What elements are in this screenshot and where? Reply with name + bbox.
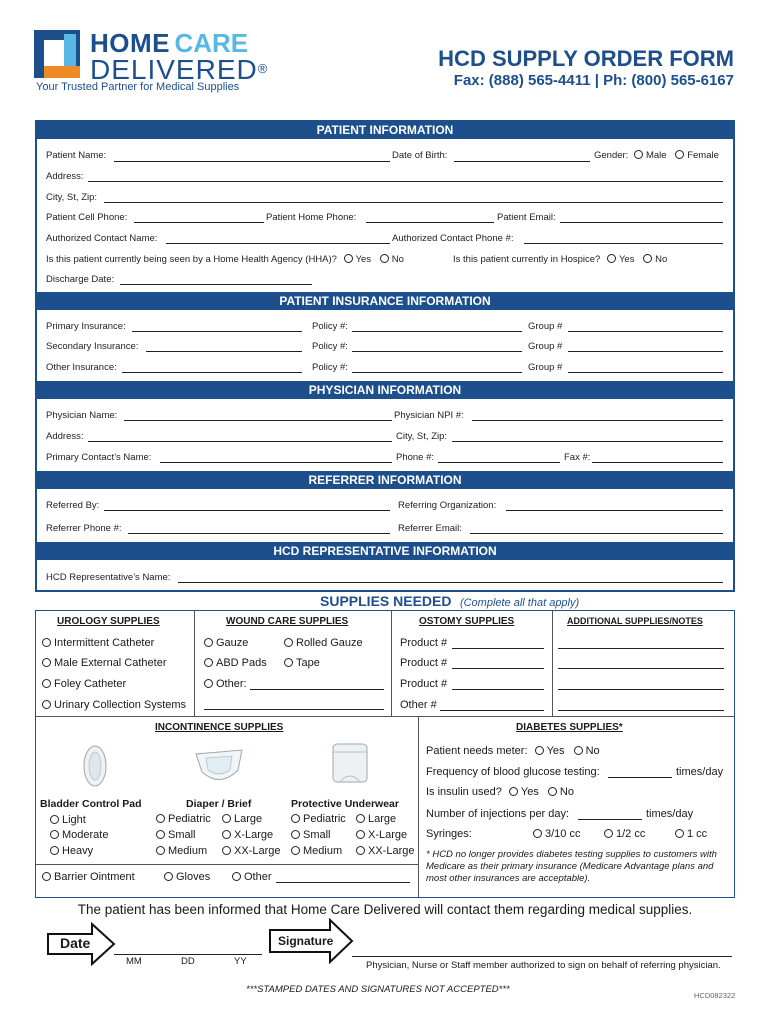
product-3-field[interactable] [452, 689, 544, 690]
ostomy-other-field[interactable] [440, 710, 544, 711]
label-rep-name: HCD Representative’s Name: [46, 572, 171, 583]
underwear-heading: Protective Underwear [291, 798, 399, 810]
npi-field[interactable] [472, 420, 723, 421]
contact-line: Fax: (888) 565-4411 | Ph: (800) 565-6167 [453, 72, 734, 89]
incont-other-radio[interactable] [232, 872, 241, 881]
email-field[interactable] [560, 222, 723, 223]
label-physician-name: Physician Name: [46, 410, 118, 421]
uw-small-radio[interactable] [291, 830, 300, 839]
brand-registered: ® [257, 61, 268, 76]
label-group-1: Group # [528, 321, 563, 332]
policy-2-field[interactable] [352, 351, 522, 352]
uw-pediatric-radio[interactable] [291, 814, 300, 823]
label-barrier: Barrier Ointment [54, 871, 135, 883]
uw-medium-radio[interactable] [291, 846, 300, 855]
bladder-pad-icon [78, 744, 112, 788]
section-patient: PATIENT INFORMATION [35, 121, 735, 139]
notes-line-3[interactable] [558, 689, 724, 690]
policy-3-field[interactable] [352, 372, 522, 373]
underwear-icon [330, 740, 370, 786]
label-group-3: Group # [528, 362, 563, 373]
label-physician-city: City, St, Zip: [396, 431, 448, 442]
physician-name-field[interactable] [124, 420, 392, 421]
label-diaper-xlarge: X-Large [234, 829, 274, 841]
logo-mark-icon [34, 30, 80, 78]
label-male: Male [645, 150, 667, 161]
label-patient-name: Patient Name: [46, 150, 107, 161]
label-diaper-xxlarge: XX-Large [234, 845, 281, 857]
product-2-field[interactable] [452, 668, 544, 669]
label-dd: DD [181, 956, 195, 967]
hospice-question: Is this patient currently in Hospice? [453, 254, 601, 265]
label-referred-by: Referred By: [46, 500, 100, 511]
group-3-field[interactable] [568, 372, 723, 373]
label-hha-yes: Yes [355, 254, 372, 265]
diaper-large-radio[interactable] [222, 814, 231, 823]
label-address: Address: [46, 171, 84, 182]
sign-note: Physician, Nurse or Staff member authorized to sign on behalf of referring physician. [366, 960, 721, 971]
intermittent-radio[interactable] [42, 638, 51, 647]
informed-statement: The patient has been informed that Home Care Delivered will contact them regarding medical supplies. [77, 902, 693, 917]
wound-heading: WOUND CARE SUPPLIES [226, 616, 349, 627]
meter-no-radio[interactable] [574, 746, 583, 755]
label-hospice-no: No [655, 254, 668, 265]
diaper-image [192, 744, 246, 793]
label-discharge: Discharge Date: [46, 274, 115, 285]
label-primary-contact: Primary Contact’s Name: [46, 452, 152, 463]
tape-radio[interactable] [284, 658, 293, 667]
label-auth-contact: Authorized Contact Name: [46, 233, 158, 244]
incontinence-heading: INCONTINENCE SUPPLIES [155, 722, 284, 733]
label-frequency: Frequency of blood glucose testing: [426, 766, 600, 778]
label-product-3: Product # [400, 678, 448, 690]
label-injections: Number of injections per day: [426, 808, 570, 820]
ostomy-heading: OSTOMY SUPPLIES [419, 616, 515, 627]
label-referrer-email: Referrer Email: [398, 523, 462, 534]
label-physician-fax: Fax #: [564, 452, 591, 463]
label-cell: Patient Cell Phone: [46, 212, 128, 223]
wound-other-field-2[interactable] [204, 709, 384, 710]
auth-phone-field[interactable] [524, 243, 723, 244]
label-diaper-large: Large [234, 813, 263, 825]
insulin-no-radio[interactable] [548, 787, 557, 796]
brand-home: HOME [90, 28, 170, 58]
physician-phone-field[interactable] [438, 462, 560, 463]
physician-city-field[interactable] [452, 441, 723, 442]
label-npi: Physician NPI #: [394, 410, 464, 421]
label-policy-3: Policy #: [312, 362, 348, 373]
uw-xlarge-radio[interactable] [356, 830, 365, 839]
group-2-field[interactable] [568, 351, 723, 352]
light-radio[interactable] [50, 815, 59, 824]
label-product-1: Product # [400, 637, 448, 649]
label-secondary-ins: Secondary Insurance: [46, 341, 139, 352]
rolled-gauze-radio[interactable] [284, 638, 293, 647]
gender-female-radio[interactable] [675, 150, 684, 159]
underwear-image [330, 740, 370, 791]
hospice-yes-radio[interactable] [607, 254, 616, 263]
diabetes-disclaimer: * HCD no longer provides diabetes testing supplies to customers with Medicare as their primary insurance (Medicare Advantage plans and most other insurances are acceptable). [426, 849, 717, 884]
physician-fax-field[interactable] [592, 462, 723, 463]
diaper-pediatric-radio[interactable] [156, 814, 165, 823]
address-field[interactable] [88, 181, 723, 182]
wound-other-radio[interactable] [204, 679, 213, 688]
label-abd: ABD Pads [216, 657, 267, 669]
discharge-field[interactable] [120, 284, 312, 285]
hha-yes-radio[interactable] [344, 254, 353, 263]
label-tape: Tape [296, 657, 320, 669]
label-uw-large: Large [368, 813, 397, 825]
male-external-radio[interactable] [42, 658, 51, 667]
label-product-2: Product # [400, 657, 448, 669]
label-insulin: Is insulin used? [426, 786, 502, 798]
notes-line-4[interactable] [558, 710, 724, 711]
label-dob: Date of Birth: [392, 150, 448, 161]
product-1-field[interactable] [452, 648, 544, 649]
uw-large-radio[interactable] [356, 814, 365, 823]
label-wound-other: Other: [216, 678, 247, 690]
gloves-radio[interactable] [164, 872, 173, 881]
label-insulin-yes: Yes [520, 786, 539, 798]
brand-care: CARE [174, 28, 249, 58]
label-diaper-pediatric: Pediatric [168, 813, 211, 825]
label-hha-no: No [391, 254, 404, 265]
label-urinary: Urinary Collection Systems [54, 699, 187, 711]
label-uw-medium: Medium [303, 845, 343, 857]
referring-org-field[interactable] [506, 510, 723, 511]
label-rolled-gauze: Rolled Gauze [296, 637, 363, 649]
label-city: City, St, Zip: [46, 192, 98, 203]
city-field[interactable] [104, 202, 723, 203]
form-frame [35, 120, 735, 592]
label-policy-1: Policy #: [312, 321, 348, 332]
diaper-icon [192, 744, 246, 788]
injections-field[interactable] [578, 819, 642, 820]
label-times-day-2: times/day [646, 808, 694, 820]
label-physician-address: Address: [46, 431, 84, 442]
label-moderate: Moderate [62, 829, 109, 841]
label-incont-other: Other [244, 871, 272, 883]
label-uw-xxlarge: XX-Large [368, 845, 415, 857]
wound-other-field[interactable] [250, 689, 384, 690]
form-code: HCD082322 [694, 991, 736, 1000]
frequency-field[interactable] [608, 777, 672, 778]
uw-xxlarge-radio[interactable] [356, 846, 365, 855]
label-uw-small: Small [303, 829, 331, 841]
cc310-radio[interactable] [533, 829, 542, 838]
dob-field[interactable] [454, 161, 590, 162]
stamped-warning: ***STAMPED DATES AND SIGNATURES NOT ACCEPTED*** [246, 984, 510, 995]
section-physician: PHYSICIAN INFORMATION [35, 381, 735, 399]
incont-other-field[interactable] [276, 882, 410, 883]
label-gauze: Gauze [216, 637, 249, 649]
label-hospice-yes: Yes [618, 254, 635, 265]
label-female: Female [687, 150, 719, 161]
label-times-day-1: times/day [676, 766, 724, 778]
form-title: HCD SUPPLY ORDER FORM [438, 46, 734, 71]
cc1-radio[interactable] [675, 829, 684, 838]
notes-line-2[interactable] [558, 668, 724, 669]
referred-by-field[interactable] [104, 510, 390, 511]
bladder-pad-heading: Bladder Control Pad [40, 798, 142, 810]
gauze-radio[interactable] [204, 638, 213, 647]
label-cc12: 1/2 cc [616, 828, 646, 840]
label-group-2: Group # [528, 341, 563, 352]
home-phone-field[interactable] [366, 222, 494, 223]
moderate-radio[interactable] [50, 830, 59, 839]
diaper-medium-radio[interactable] [156, 846, 165, 855]
diaper-xxlarge-radio[interactable] [222, 846, 231, 855]
label-gloves: Gloves [176, 871, 211, 883]
label-yy: YY [234, 956, 247, 967]
gender-male-radio[interactable] [634, 150, 643, 159]
label-meter: Patient needs meter: [426, 745, 528, 757]
group-1-field[interactable] [568, 331, 723, 332]
supplies-note: (Complete all that apply) [459, 597, 580, 609]
divider-incont-diabetes [418, 716, 419, 897]
referrer-phone-field[interactable] [128, 533, 390, 534]
label-meter-yes: Yes [546, 745, 565, 757]
urology-heading: UROLOGY SUPPLIES [57, 616, 160, 627]
brand-delivered: DELIVERED [90, 54, 258, 85]
label-foley: Foley Catheter [54, 678, 127, 690]
supplies-heading: SUPPLIES NEEDED [320, 593, 452, 609]
patient-name-field[interactable] [114, 161, 390, 162]
label-auth-phone: Authorized Contact Phone #: [392, 233, 514, 244]
urinary-radio[interactable] [42, 700, 51, 709]
label-cc1: 1 cc [687, 828, 708, 840]
label-uw-pediatric: Pediatric [303, 813, 346, 825]
barrier-radio[interactable] [42, 872, 51, 881]
label-other-ins: Other Insurance: [46, 362, 117, 373]
divider-ostomy-additional [552, 611, 553, 716]
label-diaper-small: Small [168, 829, 196, 841]
logo [34, 30, 80, 78]
label-cc310: 3/10 cc [545, 828, 581, 840]
label-syringes: Syringes: [426, 828, 472, 840]
section-rep: HCD REPRESENTATIVE INFORMATION [35, 542, 735, 560]
auth-contact-field[interactable] [166, 243, 390, 244]
label-home-phone: Patient Home Phone: [266, 212, 357, 223]
additional-heading: ADDITIONAL SUPPLIES/NOTES [567, 616, 703, 626]
label-policy-2: Policy #: [312, 341, 348, 352]
diaper-small-radio[interactable] [156, 830, 165, 839]
primary-contact-field[interactable] [160, 462, 392, 463]
label-physician-phone: Phone #: [396, 452, 435, 463]
meter-yes-radio[interactable] [535, 746, 544, 755]
cc12-radio[interactable] [604, 829, 613, 838]
label-mm: MM [126, 956, 142, 967]
notes-line-1[interactable] [558, 648, 724, 649]
bladder-pad-image [78, 744, 112, 793]
abd-radio[interactable] [204, 658, 213, 667]
rep-name-field[interactable] [178, 582, 723, 583]
referrer-email-field[interactable] [470, 533, 723, 534]
signature-field[interactable] [352, 956, 732, 957]
label-primary-ins: Primary Insurance: [46, 321, 126, 332]
label-male-external: Male External Catheter [54, 657, 167, 669]
divider-incont-bottom [36, 864, 418, 865]
label-referrer-phone: Referrer Phone #: [46, 523, 122, 534]
signature-label: Signature [278, 934, 334, 948]
label-intermittent: Intermittent Catheter [54, 637, 155, 649]
diaper-xlarge-radio[interactable] [222, 830, 231, 839]
label-insulin-no: No [559, 786, 574, 798]
divider-wound-ostomy [391, 611, 392, 716]
label-meter-no: No [585, 745, 600, 757]
label-uw-xlarge: X-Large [368, 829, 408, 841]
cell-field[interactable] [134, 222, 264, 223]
section-referrer: REFERRER INFORMATION [35, 471, 735, 489]
label-diaper-medium: Medium [168, 845, 208, 857]
label-ostomy-other: Other # [400, 699, 437, 711]
label-gender: Gender: [594, 150, 629, 161]
divider-uro-wound [194, 611, 195, 716]
label-heavy: Heavy [62, 845, 94, 857]
primary-ins-field[interactable] [132, 331, 302, 332]
date-field[interactable] [114, 954, 262, 955]
other-ins-field[interactable] [122, 372, 302, 373]
label-email: Patient Email: [497, 212, 556, 223]
physician-address-field[interactable] [88, 441, 392, 442]
heavy-radio[interactable] [50, 846, 59, 855]
foley-radio[interactable] [42, 679, 51, 688]
insulin-yes-radio[interactable] [509, 787, 518, 796]
secondary-ins-field[interactable] [146, 351, 302, 352]
tagline: Your Trusted Partner for Medical Supplies [36, 81, 240, 93]
diaper-heading: Diaper / Brief [186, 798, 252, 810]
diabetes-heading: DIABETES SUPPLIES* [516, 722, 623, 733]
label-referring-org: Referring Organization: [398, 500, 497, 511]
label-light: Light [62, 814, 86, 826]
hospice-no-radio[interactable] [643, 254, 652, 263]
date-label: Date [60, 935, 91, 951]
divider-supplies-row [36, 716, 734, 717]
section-insurance: PATIENT INSURANCE INFORMATION [35, 292, 735, 310]
hha-question: Is this patient currently being seen by a Home Health Agency (HHA)? [46, 254, 337, 265]
policy-1-field[interactable] [352, 331, 522, 332]
hha-no-radio[interactable] [380, 254, 389, 263]
